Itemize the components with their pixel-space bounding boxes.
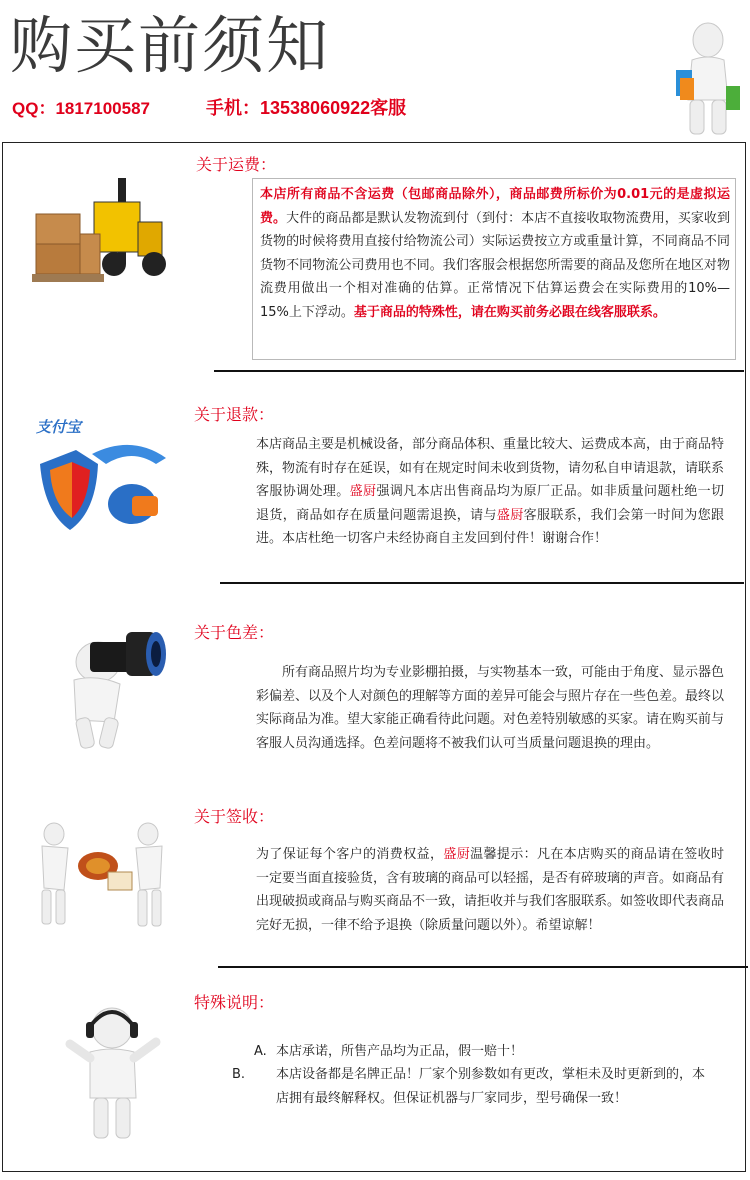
color-difference-heading: 关于色差： [194, 623, 275, 642]
page-title: 购买前须知 [10, 9, 331, 82]
section-divider [220, 582, 744, 584]
special-note-text: 本店设备都是名牌正品！厂家个别参数如有更改，掌柜未及时更新到的，本店拥有最终解释权。但保证机器与厂家同步，型号确保一致！ [276, 1067, 706, 1106]
alipay-illustration [36, 412, 186, 552]
brand-name: 盛厨 [349, 484, 377, 499]
shield-icon [36, 434, 186, 552]
headset-figure-illustration [64, 1004, 164, 1142]
shopper-figure-illustration [668, 20, 744, 142]
brand-name: 盛厨 [443, 847, 471, 862]
brand-name: 盛厨 [496, 507, 524, 523]
refund-body-part-1: 本店商品主要是机械设备，部分商品体积、重量比较大、运费成本高，由于商品特殊，物流有时存在延误，如有在规定时间未收到货物，请勿私自申请退款，请联系客服协调处理。 [256, 437, 725, 499]
shipping-body: 大件的商品都是默认发物流到付（到付：本店不直接收取物流费用，买家收到货物的时候将费用直接付给物流公司）实际运费按立方或重量计算，不同商品不同货物不同物流公司费用也不同。我们客服会根据您所需要的商品及您所在地区对物流费用做出一个相对准确的估算。正常情况下估算运费会在实际费用的10%—15%上下浮动。 [260, 210, 730, 320]
shipping-virtual-fee-note: 本店所有商品不含运费（包邮商品除外），商品邮费所标价为0.01元的是虚拟运费。 [260, 187, 730, 226]
package-handover-illustration [28, 820, 178, 936]
special-note-text: 本店承诺，所售产品均为正品，假一赔十！ [276, 1044, 524, 1059]
phone-contact: 手机：13538060922客服 [206, 98, 407, 118]
forklift-icon [28, 172, 176, 306]
color-difference-text: 所有商品照片均为专业影棚拍摄，与实物基本一致，可能由于角度、显示器色彩偏差、以及个人对颜色的理解等方面的差异可能会与照片存在一些色差。最终以实际商品为准。望大家能正确看待此问题。对色差特别敏感的买家。请在购买前与客服人员沟通选择。色差问题将不被我们认可当质量问题退换的理由。 [256, 665, 725, 751]
section-divider [214, 370, 744, 372]
alipay-logo: 支付宝 [36, 418, 82, 436]
list-marker: B. [232, 1067, 246, 1082]
camera-figure-illustration [40, 622, 170, 754]
signing-body-part-1: 为了保证每个客户的消费权益， [256, 847, 444, 862]
qq-contact: QQ：1817100587 [12, 99, 150, 118]
refund-text [256, 433, 724, 551]
section-divider [218, 966, 748, 968]
special-note-item [254, 1040, 714, 1064]
signing-text [256, 843, 724, 937]
shipping-heading: 关于运费： [196, 155, 277, 174]
shipping-contact-note: 基于商品的特殊性，请在购买前务必跟在线客服联系。 [353, 304, 666, 320]
refund-body-part-2: 强调凡本店出售商品均为原厂正品。如非质量问题杜绝一切退货，商品如存在质量问题需退换，请与 [256, 484, 724, 523]
special-note-item [232, 1063, 714, 1110]
refund-body-part-3: 客服联系，我们会第一时间为您跟进。本店杜绝一切客户未经协商自主发回到付件！谢谢合作！ [256, 507, 724, 546]
shipping-text [260, 183, 730, 324]
signing-body-part-2: 温馨提示：凡在本店购买的商品请在签收时一定要当面直接验货，含有玻璃的商品可以轻摇，是否有碎玻璃的声音。如商品有出现破损或商品与购买商品不一致，请拒收并与我们客服联系。如签收即代表商品完好无损，一律不给予退换（除质量问题以外）。希望谅解！ [256, 847, 725, 933]
refund-heading: 关于退款： [194, 405, 275, 424]
list-marker: A. [254, 1044, 267, 1059]
signing-heading: 关于签收： [194, 807, 275, 826]
special-notes-heading: 特殊说明： [194, 993, 275, 1012]
